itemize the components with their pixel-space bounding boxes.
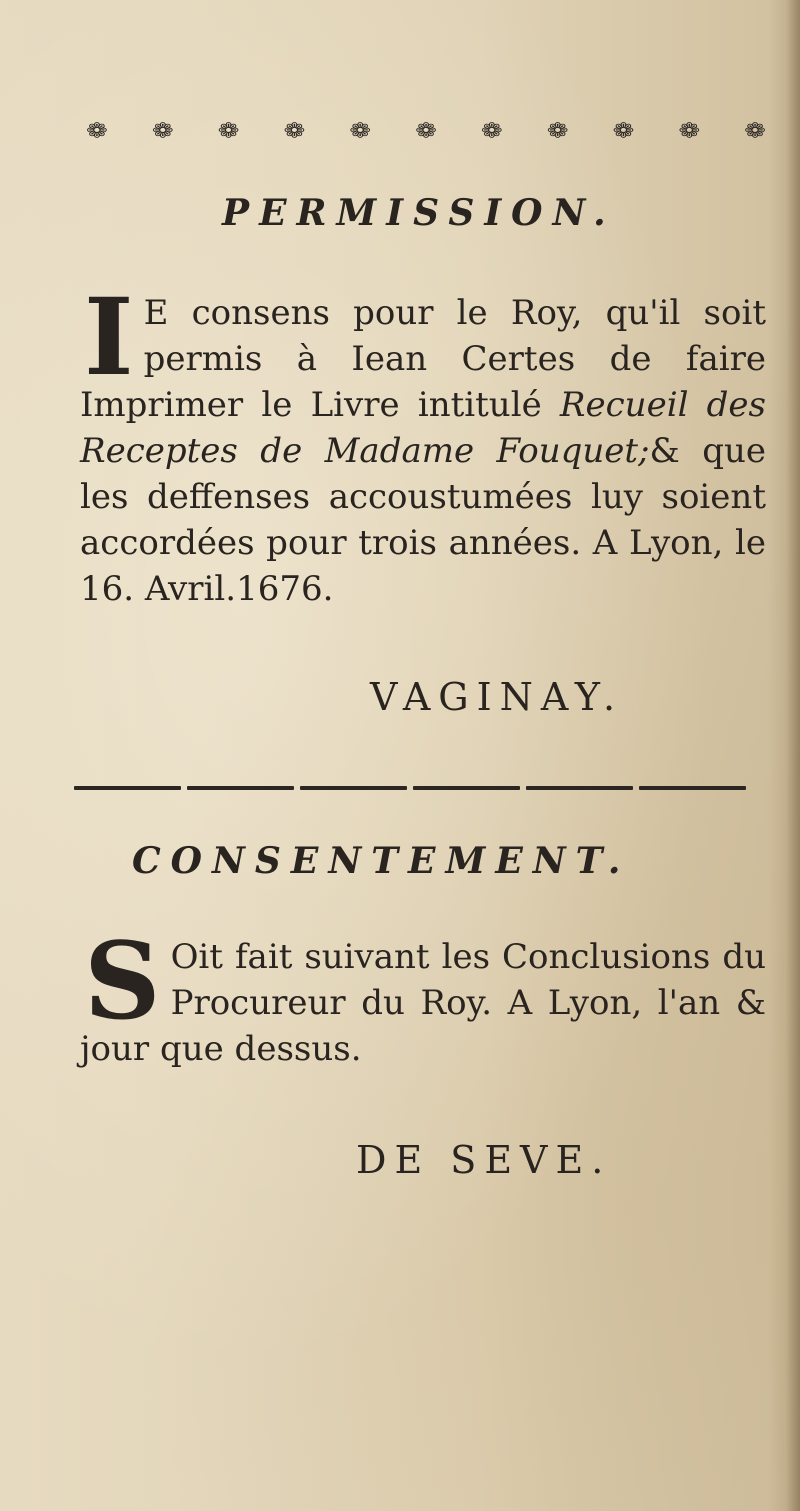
permission-text: [80, 274, 767, 612]
ornament-glyph: ❁: [415, 119, 437, 143]
ornament-glyph: ❁: [612, 119, 635, 143]
ornament-glyph: ❁: [86, 119, 108, 143]
ornament-glyph: ❁: [217, 119, 240, 143]
ornament-glyph: ❁: [480, 119, 503, 143]
consentement-title: CONSENTEMENT.: [132, 840, 631, 882]
ornament-glyph: ❁: [546, 119, 569, 143]
permission-signature: VAGINAY.: [370, 675, 624, 719]
permission-text-part2: & que les deffenses accoustumées luy soient accordées pour trois années. A Lyon, le 16. Avril.1676.: [80, 431, 767, 609]
ornament-band: [86, 116, 766, 146]
permission-dropcap: I: [84, 274, 134, 399]
ornament-glyph: ❁: [678, 119, 701, 143]
ornament-glyph: ❁: [283, 119, 306, 143]
ornament-glyph: ❁: [744, 119, 766, 143]
permission-text-part1: E consens pour le Roy, qu'il soit permis à Iean Certes de faire Imprimer le Livre intitulé: [80, 293, 766, 425]
consentement-text: [80, 918, 766, 1072]
consentement-text-body: Oit fait suivant les Conclusions du Procureur du Roy. A Lyon, l'an & jour que dessus.: [80, 937, 766, 1069]
permission-title: PERMISSION.: [222, 192, 616, 234]
page-gutter-shadow: [786, 0, 800, 1511]
section-divider: [74, 784, 746, 792]
permission-book-title: Recueil des Receptes de Madame Fouquet;: [80, 385, 766, 471]
ornament-glyph: ❁: [349, 119, 372, 143]
ornament-glyph: ❁: [151, 119, 174, 143]
consentement-dropcap: S: [84, 918, 161, 1043]
consentement-signature: DE SEVE.: [356, 1138, 612, 1182]
